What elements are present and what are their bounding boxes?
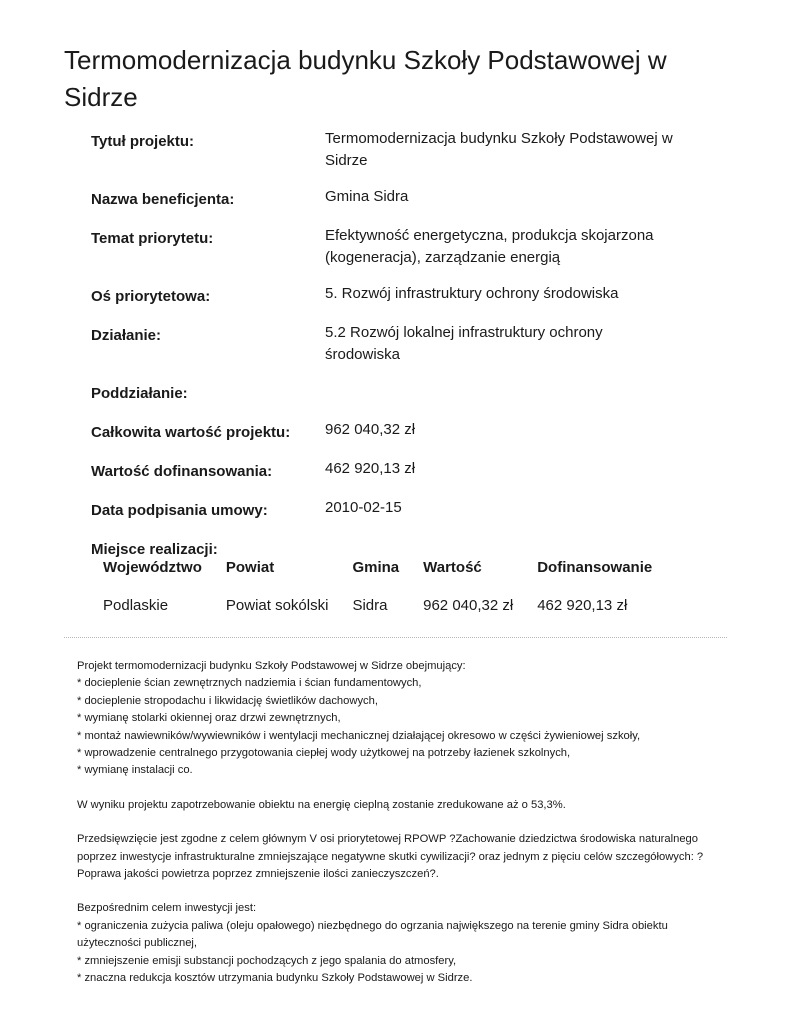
description-line: Projekt termomodernizacji budynku Szkoły Podstawowej w Sidrze obejmujący: — [77, 660, 466, 672]
description-line: * znaczna redukcja kosztów utrzymania budynku Szkoły Podstawowej w Sidrze. — [77, 972, 473, 985]
column-header-voivodeship: Województwo — [103, 559, 202, 576]
description-line: Bezpośrednim celem inwestycji jest: — [77, 902, 257, 915]
field-value: 5.2 Rozwój lokalnej infrastruktury ochrony środowiska — [325, 324, 603, 363]
field-label: Oś priorytetowa: — [91, 288, 211, 305]
field-row-priority-axis — [91, 283, 711, 308]
page-title: Termomodernizacja budynku Szkoły Podstawowej w Sidrze — [64, 45, 667, 112]
table-cell: 462 920,13 zł — [537, 597, 628, 614]
field-label: Działanie: — [91, 327, 162, 344]
field-value — [325, 380, 677, 405]
project-fields — [91, 128, 711, 575]
description-paragraph — [77, 658, 712, 780]
project-description — [77, 658, 712, 1005]
description-paragraph — [77, 900, 712, 987]
field-value: Termomodernizacja budynku Szkoły Podstawowej w Sidrze — [325, 130, 673, 169]
field-label: Temat priorytetu: — [91, 230, 214, 247]
field-value: 2010-02-15 — [325, 499, 402, 516]
description-line: * zmniejszenie emisji substancji pochodzących z jego spalania do atmosfery, — [77, 954, 457, 967]
description-line: * docieplenie ścian zewnętrznych nadziemia i ścian fundamentowych, — [77, 677, 422, 690]
column-header-county: Powiat — [225, 559, 275, 576]
description-line: * docieplenie stropodachu i likwidację świetlików dachowych, — [77, 694, 378, 707]
section-divider — [64, 637, 727, 638]
field-value: Gmina Sidra — [325, 188, 409, 205]
field-row-funding-value — [91, 458, 711, 483]
column-header-value: Wartość — [423, 559, 482, 576]
field-label: Miejsce realizacji: — [91, 541, 218, 558]
description-line: W wyniku projektu zapotrzebowanie obiektu na energię cieplną zostanie zredukowane aż o 53,3%. — [77, 798, 566, 811]
field-row-project-title — [91, 128, 711, 172]
field-label: Nazwa beneficjenta: — [91, 191, 235, 208]
field-label: Całkowita wartość projektu: — [91, 424, 291, 441]
field-row-sub-action — [91, 380, 711, 405]
field-value: 462 920,13 zł — [325, 460, 416, 477]
field-value: Efektywność energetyczna, produkcja skojarzona (kogeneracja), zarządzanie energią — [325, 227, 654, 266]
location-table — [91, 554, 664, 620]
field-row-priority-theme — [91, 225, 711, 269]
field-label: Wartość dofinansowania: — [91, 463, 273, 480]
field-label: Data podpisania umowy: — [91, 502, 268, 519]
description-line: Przedsięwzięcie jest zgodne z celem głównym V osi priorytetowej RPOWP ?Zachowanie dziedzictwa środowiska naturalnego poprzez inwestycje infrastrukturalne zmniejszające negatywne skutki cywilizacji? oraz jednym z pięciu celów szczegółowych: ?Poprawa jakości powietrza poprzez zmniejszenie ilości zanieczyszczeń?. — [77, 833, 704, 881]
table-cell: Sidra — [352, 597, 388, 614]
description-paragraph — [77, 831, 712, 883]
description-line: * wymianę stolarki okiennej oraz drzwi zewnętrznych, — [77, 712, 341, 725]
table-header-row — [91, 554, 664, 594]
field-label: Tytuł projektu: — [91, 133, 195, 150]
field-value: 5. Rozwój infrastruktury ochrony środowiska — [325, 285, 619, 302]
column-header-funding: Dofinansowanie — [537, 559, 653, 576]
table-cell: Podlaskie — [103, 597, 169, 614]
description-line: * wymianę instalacji co. — [77, 764, 193, 777]
table-cell: 962 040,32 zł — [423, 597, 514, 614]
field-row-total-value — [91, 419, 711, 444]
column-header-municipality: Gmina — [352, 559, 400, 576]
description-line: * montaż nawiewników/wywiewników i wentylacji mechanicznej działającej okresowo w części żywieniowej szkoły, — [77, 729, 641, 742]
field-row-action — [91, 322, 711, 366]
field-row-beneficiary — [91, 186, 711, 211]
description-line: * ograniczenia zużycia paliwa (oleju opałowego) niezbędnego do ogrzania największego na terenie gminy Sidra obiektu użyteczności publicznej, — [77, 919, 668, 950]
table-row — [91, 594, 664, 620]
field-row-signing-date — [91, 497, 711, 522]
description-line: * wprowadzenie centralnego przygotowania ciepłej wody użytkowej na potrzeby łazienek szkolnych, — [77, 747, 571, 760]
table-cell: Powiat sokólski — [225, 597, 329, 614]
field-label: Poddziałanie: — [91, 385, 188, 402]
field-value: 962 040,32 zł — [325, 421, 416, 438]
description-paragraph — [77, 797, 712, 814]
